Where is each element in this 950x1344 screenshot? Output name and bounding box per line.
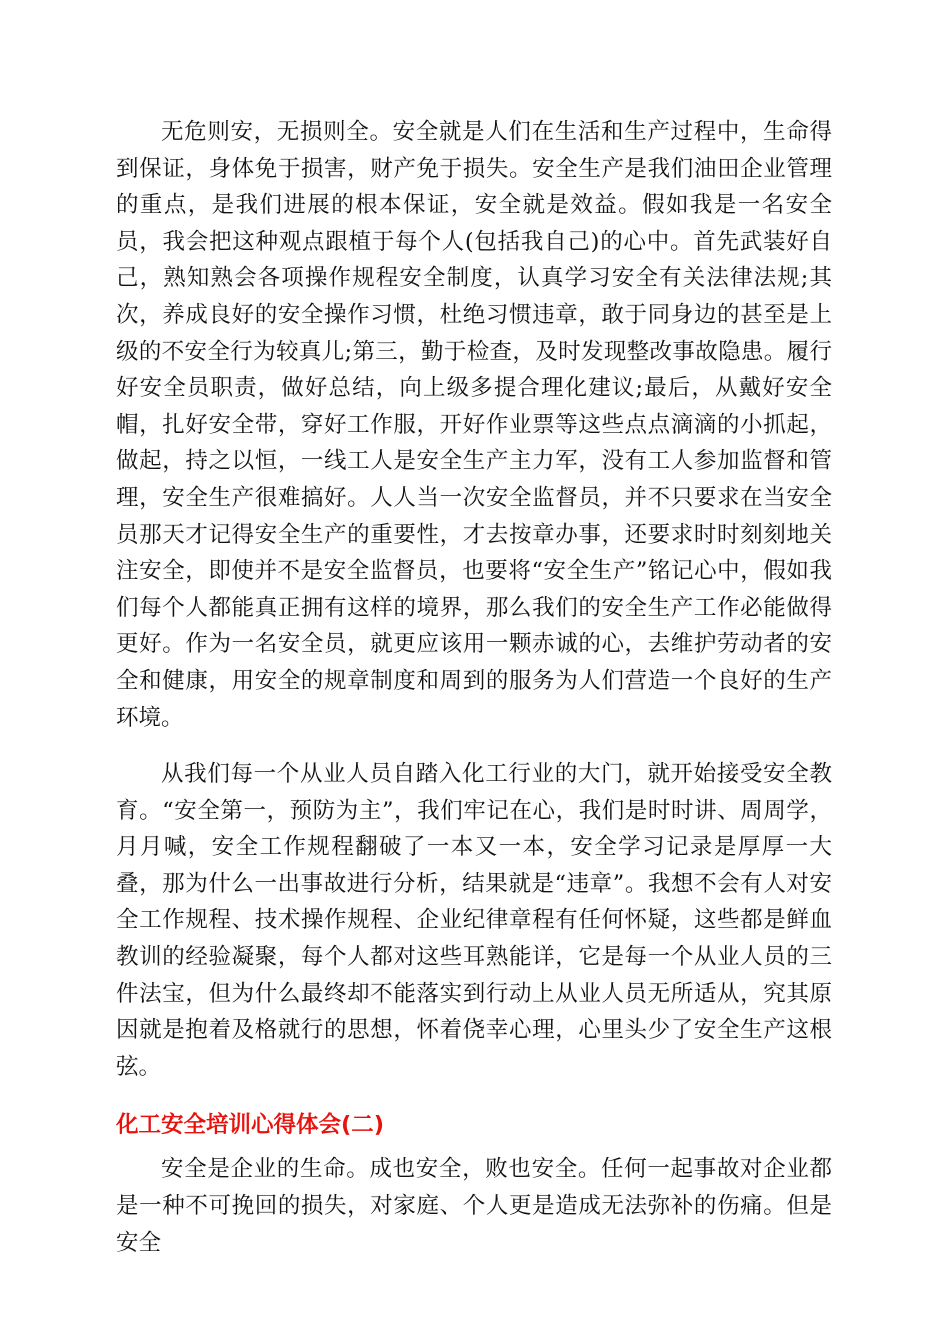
body-paragraph-1: 无危则安，无损则全。安全就是人们在生活和生产过程中，生命得到保证，身体免于损害，财产免于损失。安全生产是我们油田企业管理的重点，是我们进展的根本保证，安全就是效益。假如我是一名安全员，我会把这种观点跟植于每个人(包括我自己)的心中。首先武装好自己，熟知熟会各项操作规程安全制度，认真学习安全有关法律法规;其次，养成良好的安全操作习惯，杜绝习惯违章，敢于同身边的甚至是上级的不安全行为较真儿;第三，勤于检查，及时发现整改事故隐患。履行好安全员职责，做好总结，向上级多提合理化建议;最后，从戴好安全帽，扎好安全带，穿好工作服，开好作业票等这些点点滴滴的小抓起，做起，持之以恒，一线工人是安全生产主力军，没有工人参加监督和管理，安全生产很难搞好。人人当一次安全监督员，并不只要求在当安全员那天才记得安全生产的重要性，才去按章办事，还要求时时刻刻地关注安全，即使并不是安全监督员，也要将“安全生产”铭记心中，假如我们每个人都能真正拥有这样的境界，那么我们的安全生产工作必能做得更好。作为一名安全员，就更应该用一颗赤诚的心，去维护劳动者的安全和健康，用安全的规章制度和周到的服务为人们营造一个良好的生产环境。 (116, 119, 832, 731)
body-paragraph-3: 安全是企业的生命。成也安全，败也安全。任何一起事故对企业都是一种不可挽回的损失，对家庭、个人更是造成无法弥补的伤痛。但是安全 (116, 1156, 832, 1256)
section-heading: 化工安全培训心得体会(二) (116, 1112, 385, 1139)
body-paragraph-2: 从我们每一个从业人员自踏入化工行业的大门，就开始接受安全教育。“安全第一，预防为主”，我们牢记在心，我们是时时讲、周周学，月月喊，安全工作规程翻破了一本又一本，安全学习记录是厚厚一大叠，那为什么一出事故进行分析，结果就是“违章”。我想不会有人对安全工作规程、技术操作规程、企业纪律章程有任何怀疑，这些都是鲜血教训的经验凝聚，每个人都对这些耳熟能详，它是每一个从业人员的三件法宝，但为什么最终却不能落实到行动上从业人员无所适从，究其原因就是抱着及格就行的思想，怀着侥幸心理，心里头少了安全生产这根弦。 (116, 761, 832, 1080)
document-page (116, 114, 832, 1261)
